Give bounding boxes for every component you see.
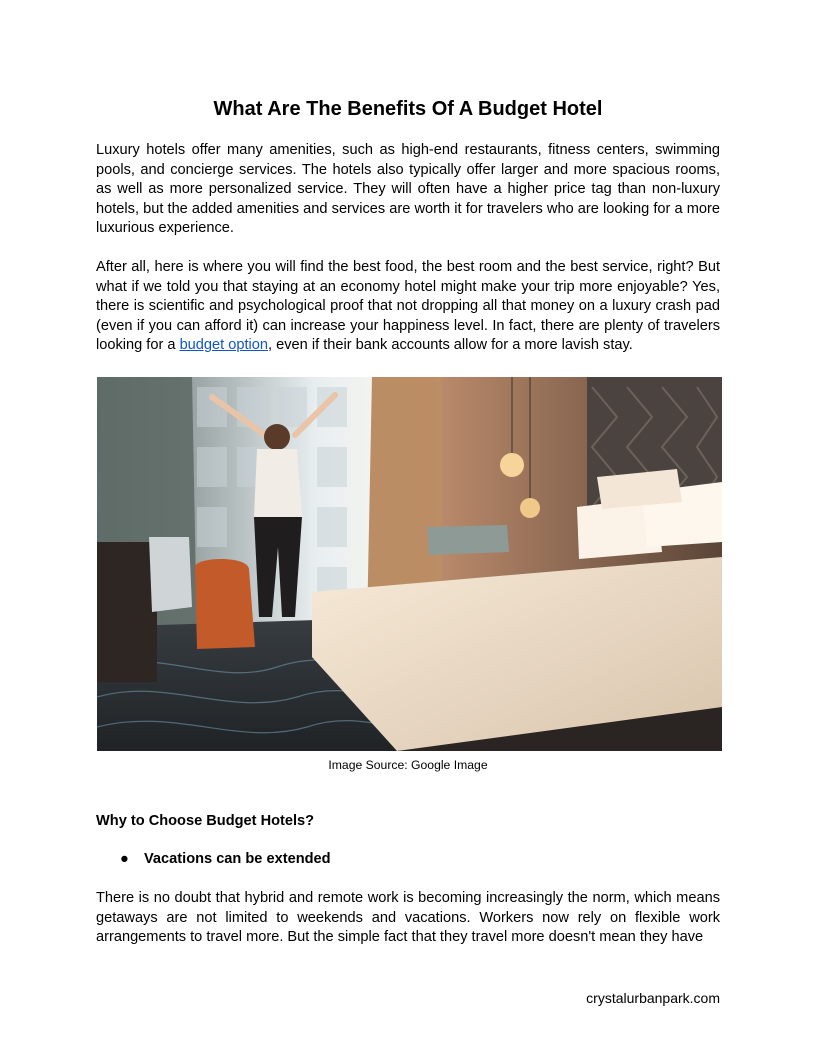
third-paragraph: There is no doubt that hybrid and remote work is becoming increasingly the norm, which means getaways are not limited to weekends and vacations. Workers now rely on flexible work arrangements to travel more. But the simple fact that they travel more doesn't mean they have [96,890,720,946]
section-heading: Why to Choose Budget Hotels? [96,813,315,829]
side-chair [427,525,509,555]
second-paragraph [96,258,720,356]
image-caption: Image Source: Google Image [328,758,488,772]
desk [97,542,157,682]
pendant-lamp-2 [520,498,540,518]
paragraph-text-after-link: , even if their bank accounts allow for a more lavish stay. [268,337,633,354]
page-title: What Are The Benefits Of A Budget Hotel [213,98,603,120]
footer-domain: crystalurbanpark.com [586,990,720,1006]
paragraph-text-before-link: After all, here is where you will find the best food, the best room and the best service, right? But what if we told you that staying at an economy hotel might make your trip more enjoyable? Yes, there is scientific and psychological proof that not dropping all that money on a luxury crash pad (even if you can afford it) can increase your happiness level. In fact, there are plenty of travelers looking for a [96,259,720,354]
backpack [195,559,255,649]
intro-paragraph: Luxury hotels offer many amenities, such as high-end restaurants, fitness centers, swimming pools, and concierge services. The hotels also typically offer larger and more spacious rooms, as well as more personalized service. They will often have a higher price tag than non-luxury hotels, but the added amenities and services are worth it for travelers who are looking for a more luxurious experience. [96,142,720,237]
hotel-room-photo [97,377,722,751]
budget-option-link[interactable]: budget option [179,337,269,354]
bullet-label: Vacations can be extended [144,851,331,867]
bullet-item [120,850,331,869]
bullet-icon: ● [120,851,129,867]
pendant-lamp-1 [500,453,524,477]
hotel-room-illustration [97,377,722,751]
chair [149,537,192,612]
